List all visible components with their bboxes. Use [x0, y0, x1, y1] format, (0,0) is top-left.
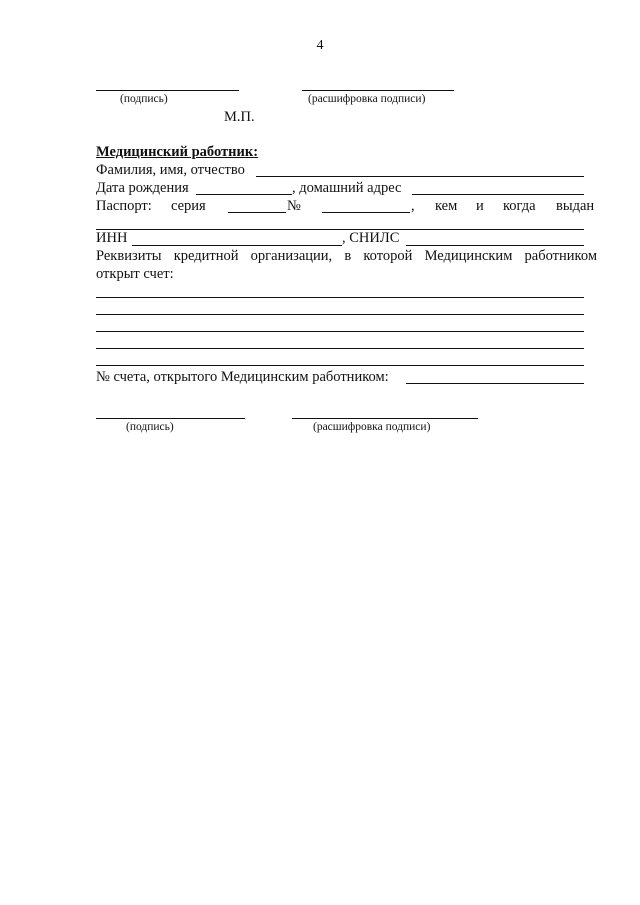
bank-details-line-1[interactable] — [96, 297, 584, 298]
signature-decoding-caption: (расшифровка подписи) — [308, 93, 426, 105]
passport-comma: , — [411, 198, 415, 214]
signature-caption: (подпись) — [120, 93, 168, 105]
passport-issued-field[interactable] — [96, 229, 584, 230]
issued-by-word: кем — [435, 198, 458, 214]
inn-label: ИНН — [96, 230, 128, 246]
bank-details-line-5[interactable] — [96, 365, 584, 366]
passport-series-label: серия — [171, 198, 206, 214]
bank-details-line-3[interactable] — [96, 331, 584, 332]
signature-line[interactable] — [96, 418, 245, 419]
snils-label: , СНИЛС — [342, 230, 400, 246]
bank-details-line-2[interactable] — [96, 314, 584, 315]
passport-label: Паспорт: — [96, 198, 152, 214]
passport-number-sign: № — [287, 198, 301, 214]
signature-decoding-line[interactable] — [292, 418, 478, 419]
full-name-field[interactable] — [256, 176, 584, 177]
account-number-field[interactable] — [406, 383, 584, 384]
account-number-label: № счета, открытого Медицинским работником: — [96, 369, 389, 385]
full-name-label: Фамилия, имя, отчество — [96, 162, 245, 178]
issued-word: выдан — [556, 198, 595, 214]
passport-series-field[interactable] — [228, 212, 286, 213]
snils-field[interactable] — [406, 245, 584, 246]
bank-details-label: Реквизиты кредитной организации, в которой Медицинским работником — [96, 248, 597, 264]
home-address-field[interactable] — [412, 194, 584, 195]
signature-decoding-line[interactable] — [302, 90, 454, 91]
birth-date-field[interactable] — [196, 194, 292, 195]
page-number: 4 — [316, 38, 324, 53]
home-address-label: , домашний адрес — [292, 180, 402, 196]
section-heading-medical-worker: Медицинский работник: — [96, 144, 259, 160]
inn-field[interactable] — [132, 245, 342, 246]
issued-when-word: когда — [503, 198, 536, 214]
issued-and-word: и — [476, 198, 484, 214]
signature-line[interactable] — [96, 90, 239, 91]
signature-decoding-caption: (расшифровка подписи) — [313, 421, 431, 433]
bank-details-label-cont: открыт счет: — [96, 266, 174, 282]
signature-caption: (подпись) — [126, 421, 174, 433]
bank-details-line-4[interactable] — [96, 348, 584, 349]
seal-placeholder: М.П. — [224, 109, 255, 125]
birth-date-label: Дата рождения — [96, 180, 189, 196]
passport-number-field[interactable] — [322, 212, 410, 213]
